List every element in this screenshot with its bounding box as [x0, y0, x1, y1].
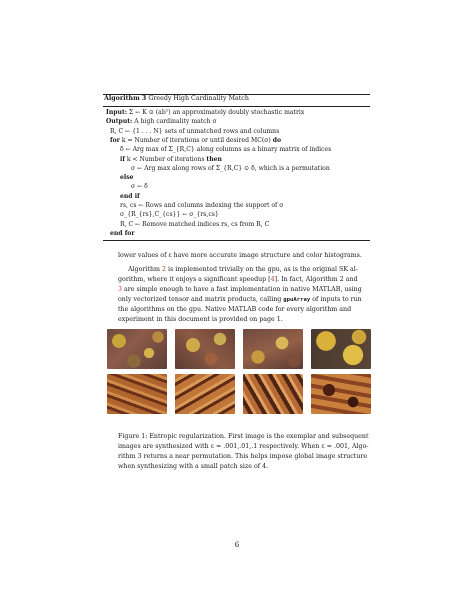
algorithm-text: Σ ← K ⊙ (abᵀ) an approximately doubly stochastic matrix: [127, 109, 305, 116]
algorithm-line: [120, 156, 222, 164]
algorithm-text: R, C ← Remove matched indices rs, cs from R, C: [120, 220, 270, 228]
body-line: [118, 305, 371, 315]
algorithm-line: [120, 221, 269, 229]
body-line: [118, 285, 371, 295]
synthesized-texture-image: [175, 374, 235, 414]
algorithm-keyword: then: [206, 155, 222, 163]
algorithm-line: [120, 211, 219, 219]
algorithm-text: rs, cs ← Rows and columns indexing the support of σ: [120, 202, 284, 209]
algorithm-title-rule: [103, 106, 370, 107]
algorithm-line: [120, 146, 331, 154]
algorithm-keyword: end if: [120, 192, 140, 200]
cross-reference-link[interactable]: 2: [161, 266, 166, 273]
algorithm-line: [106, 109, 304, 117]
body-line: [118, 295, 371, 305]
caption-line: images are synthesized with ε = .001,.01,.1 respectively. When ε = .001, Algo-: [118, 443, 369, 450]
body-line-1: lower values of ε have more accurate image structure and color histograms.: [118, 252, 362, 259]
body-line: [118, 315, 371, 325]
algorithm-bottom-rule: [103, 240, 370, 241]
algorithm-keyword: for: [110, 136, 120, 144]
text-run: only vectorized tensor and matrix products, calling: [118, 296, 284, 303]
algorithm-text: σ ← δ: [131, 183, 148, 191]
code-token: gpuArray: [283, 297, 311, 303]
text-run: gorithm, where it enjoys a significant speedup [: [118, 276, 271, 283]
text-run: Algorithm: [128, 266, 162, 273]
algorithm-keyword: else: [120, 174, 134, 182]
page-number: 6: [234, 541, 240, 549]
algorithm-line: [120, 193, 140, 201]
algorithm-text: k = Number of iterations or until desired MC(σ): [119, 136, 273, 144]
exemplar-texture-image: [107, 374, 167, 414]
caption-line: when synthesizing with a small patch size of 4.: [118, 463, 269, 470]
exemplar-texture-image: [107, 329, 167, 369]
text-run: ]. In fact, Algorithm 2 and: [274, 276, 358, 283]
cross-reference-link[interactable]: 3: [118, 286, 123, 293]
algorithm-text: k < Number of iterations: [124, 155, 207, 163]
figure-caption: [118, 432, 371, 472]
algorithm-line: [120, 174, 134, 182]
algorithm-text: A high cardinality match σ: [132, 118, 217, 126]
algorithm-name: Greedy High Cardinality Match: [148, 95, 249, 102]
synthesized-texture-image: [311, 329, 371, 369]
algorithm-keyword: end for: [110, 229, 135, 237]
algorithm-line: [106, 118, 217, 126]
synthesized-texture-image: [175, 329, 235, 369]
algorithm-line: [110, 137, 281, 145]
algorithm-text: δ ← Arg max of Σ_{R,C} along columns as a binary matrix of indices: [120, 146, 332, 154]
algorithm-keyword: Input:: [106, 109, 128, 116]
text-run: is implemented trivially on the gpu, as is the original SK al-: [165, 266, 358, 273]
synthesized-texture-image: [243, 374, 303, 414]
text-run: of inputs to run: [310, 296, 362, 303]
text-run: are simple enough to have a fast implementation in native MATLAB, using: [122, 286, 362, 293]
algorithm-text: σ ← Arg max along rows of Σ_{R,C} ⊙ δ, which is a permutation: [131, 164, 330, 172]
algorithm-line: [110, 128, 279, 136]
algorithm-text: R, C ← {1 . . . N} sets of unmatched rows and columns: [110, 127, 280, 135]
synthesized-texture-image: [311, 374, 371, 414]
algorithm-title: [104, 95, 249, 102]
algorithm-line: [131, 183, 148, 191]
algorithm-keyword: Output:: [106, 118, 133, 126]
algorithm-line: [131, 165, 330, 173]
algorithm-line: [110, 230, 135, 238]
caption-line: rithm 3 returns a near permutation. This helps impose global image structure: [118, 453, 368, 460]
body-line: [118, 265, 371, 275]
algorithm-label: Algorithm 3: [104, 95, 147, 102]
text-run: experiment in this document is provided on page 1.: [118, 316, 283, 323]
algorithm-text: σ_{R_{rs},C_{cs}} ← σ_{rs,cs}: [120, 211, 219, 219]
body-paragraph-2: [118, 265, 371, 325]
algorithm-keyword: if: [120, 155, 125, 163]
body-text: [118, 251, 371, 261]
algorithm-keyword: do: [272, 136, 282, 144]
text-run: the algorithms on the gpu. Native MATLAB code for every algorithm and: [118, 306, 352, 313]
algorithm-line: [120, 202, 283, 210]
cross-reference-link[interactable]: 4: [270, 276, 275, 283]
caption-line: Figure 1: Entropic regularization. First image is the exemplar and subsequent: [118, 433, 369, 440]
synthesized-texture-image: [243, 329, 303, 369]
body-line: [118, 275, 371, 285]
